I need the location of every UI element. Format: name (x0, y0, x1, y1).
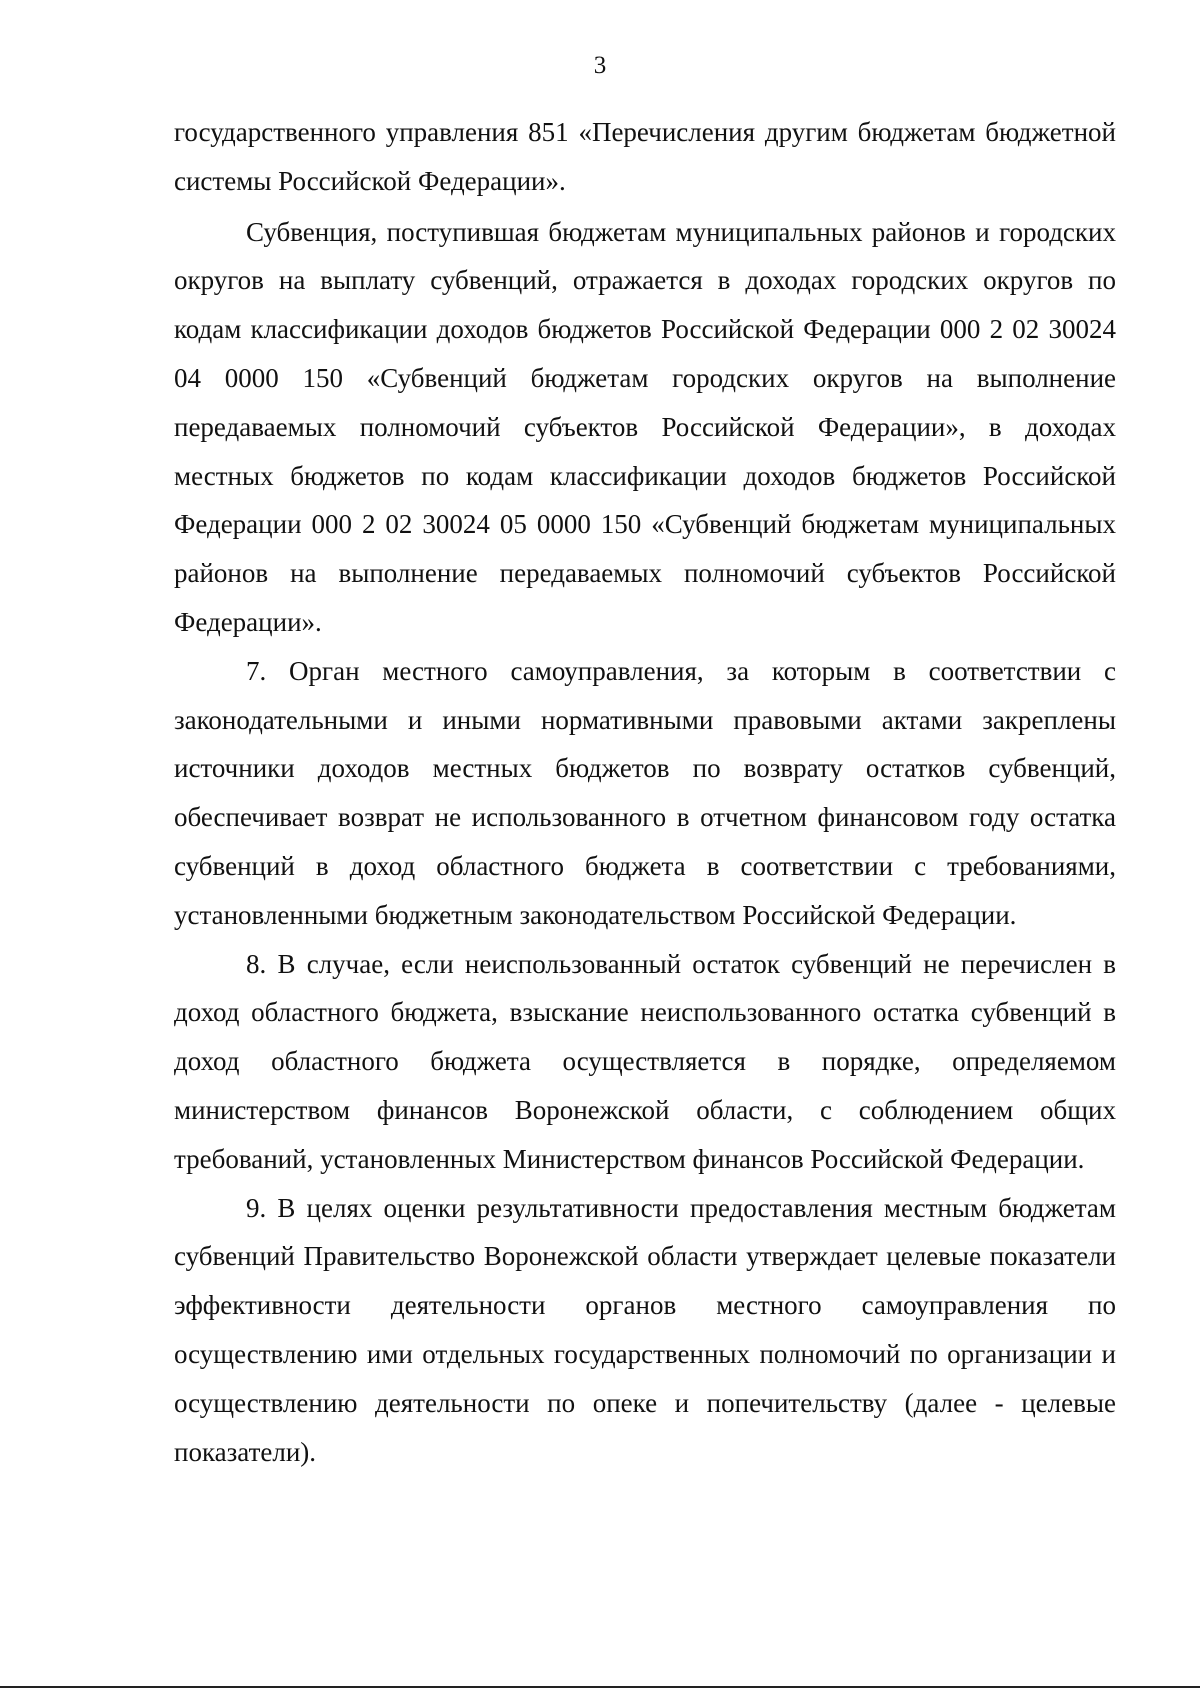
document-body (174, 108, 1116, 1476)
paragraph-item-8: 8. В случае, если неиспользованный остаток субвенций не перечислен в доход областного бюджета, взыскание неиспользованного остатка субвенций в доход областного бюджета осуществляется в порядке, определяемом министерством финансов Воронежской области, с соблюдением общих требований, установленных Министерством финансов Российской Федерации. (174, 948, 1116, 1174)
paragraph-continuation: государственного управления 851 «Перечисления другим бюджетам бюджетной системы Российской Федерации». (174, 117, 1116, 196)
page-number: 3 (593, 52, 607, 79)
footer-divider (0, 1686, 1200, 1688)
paragraph-subvention-income: Субвенция, поступившая бюджетам муниципальных районов и городских округов на выплату субвенций, отражается в доходах городских округов по кодам классификации доходов бюджетов Российской Федерации 000 2 02 30024 04 0000 150 «Субвенций бюджетам городских округов на выполнение передаваемых полномочий субъектов Российской Федерации», в доходах местных бюджетов по кодам классификации доходов бюджетов Российской Федерации 000 2 02 30024 05 0000 150 «Субвенций бюджетам муниципальных районов на выполнение передаваемых полномочий субъектов Российской Федерации». (174, 216, 1116, 637)
paragraph-item-9: 9. В целях оценки результативности предоставления местным бюджетам субвенций Правительство Воронежской области утверждает целевые показатели эффективности деятельности органов местного самоуправления по осуществлению ими отдельных государственных полномочий по организации и осуществлению деятельности по опеке и попечительству (далее - целевые показатели). (174, 1192, 1116, 1467)
paragraph-item-7: 7. Орган местного самоуправления, за которым в соответствии с законодательными и иными нормативными правовыми актами закреплены источники доходов местных бюджетов по возврату остатков субвенций, обеспечивает возврат не использованного в отчетном финансовом году остатка субвенций в доход областного бюджета в соответствии с требованиями, установленными бюджетным законодательством Российской Федерации. (174, 655, 1116, 930)
